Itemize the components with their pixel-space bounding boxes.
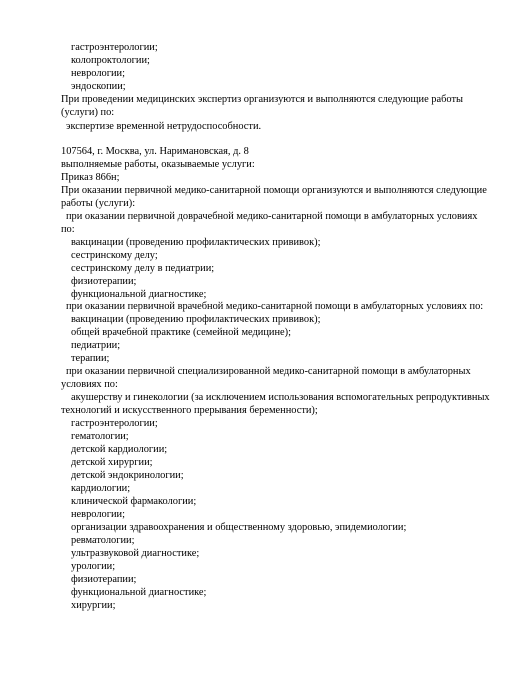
text-line: акушерству и гинекологии (за исключением использования вспомогательных репродуктивных [71,392,490,403]
text-line: сестринскому делу; [71,250,158,261]
text-line: выполняемые работы, оказываемые услуги: [61,159,255,170]
text-line: физиотерапии; [71,276,137,287]
text-line: При оказании первичной медико-санитарной помощи организуются и выполняются следующие [61,185,487,196]
text-line: организации здравоохранения и общественному здоровью, эпидемиологии; [71,522,407,533]
text-line: гастроэнтерологии; [71,42,158,53]
text-line: условиях по: [61,379,118,390]
text-line: работы (услуги): [61,198,136,209]
text-line: клинической фармакологии; [71,496,197,507]
text-line: функциональной диагностике; [71,587,207,598]
text-line: функциональной диагностике; [71,289,207,300]
text-line: экспертизе временной нетрудоспособности. [66,121,262,132]
text-line: ревматологии; [71,535,135,546]
text-line: (услуги) по: [61,107,115,118]
text-line: гастроэнтерологии; [71,418,158,429]
address-line: 107564, г. Москва, ул. Наримановская, д. 8 [61,146,249,157]
text-line: детской кардиологии; [71,444,168,455]
text-line: при оказании первичной врачебной медико-санитарной помощи в амбулаторных условиях по: [66,301,484,312]
text-line: кардиологии; [71,483,131,494]
text-line: урологии; [71,561,116,572]
text-line: При проведении медицинских экспертиз организуются и выполняются следующие работы [61,94,463,105]
text-line: Приказ 866н; [61,172,120,183]
text-line: при оказании первичной доврачебной медико-санитарной помощи в амбулаторных условиях [66,211,478,222]
text-line: технологий и искусственного прерывания беременности); [61,405,318,416]
text-line: терапии; [71,353,110,364]
text-line: при оказании первичной специализированной медико-санитарной помощи в амбулаторных [66,366,471,377]
text-line: эндоскопии; [71,81,126,92]
text-line: гематологии; [71,431,129,442]
text-line: ультразвуковой диагностике; [71,548,200,559]
text-line: физиотерапии; [71,574,137,585]
text-line: сестринскому делу в педиатрии; [71,263,215,274]
text-line: хирургии; [71,600,116,611]
text-line: педиатрии; [71,340,121,351]
text-line: неврологии; [71,509,125,520]
text-line: вакцинации (проведению профилактических прививок); [71,314,321,325]
text-line: детской эндокринологии; [71,470,184,481]
text-line: детской хирургии; [71,457,153,468]
text-line: по: [61,224,75,235]
text-line: неврологии; [71,68,125,79]
text-line: общей врачебной практике (семейной медицине); [71,327,291,338]
text-line: колопроктологии; [71,55,150,66]
text-line: вакцинации (проведению профилактических прививок); [71,237,321,248]
